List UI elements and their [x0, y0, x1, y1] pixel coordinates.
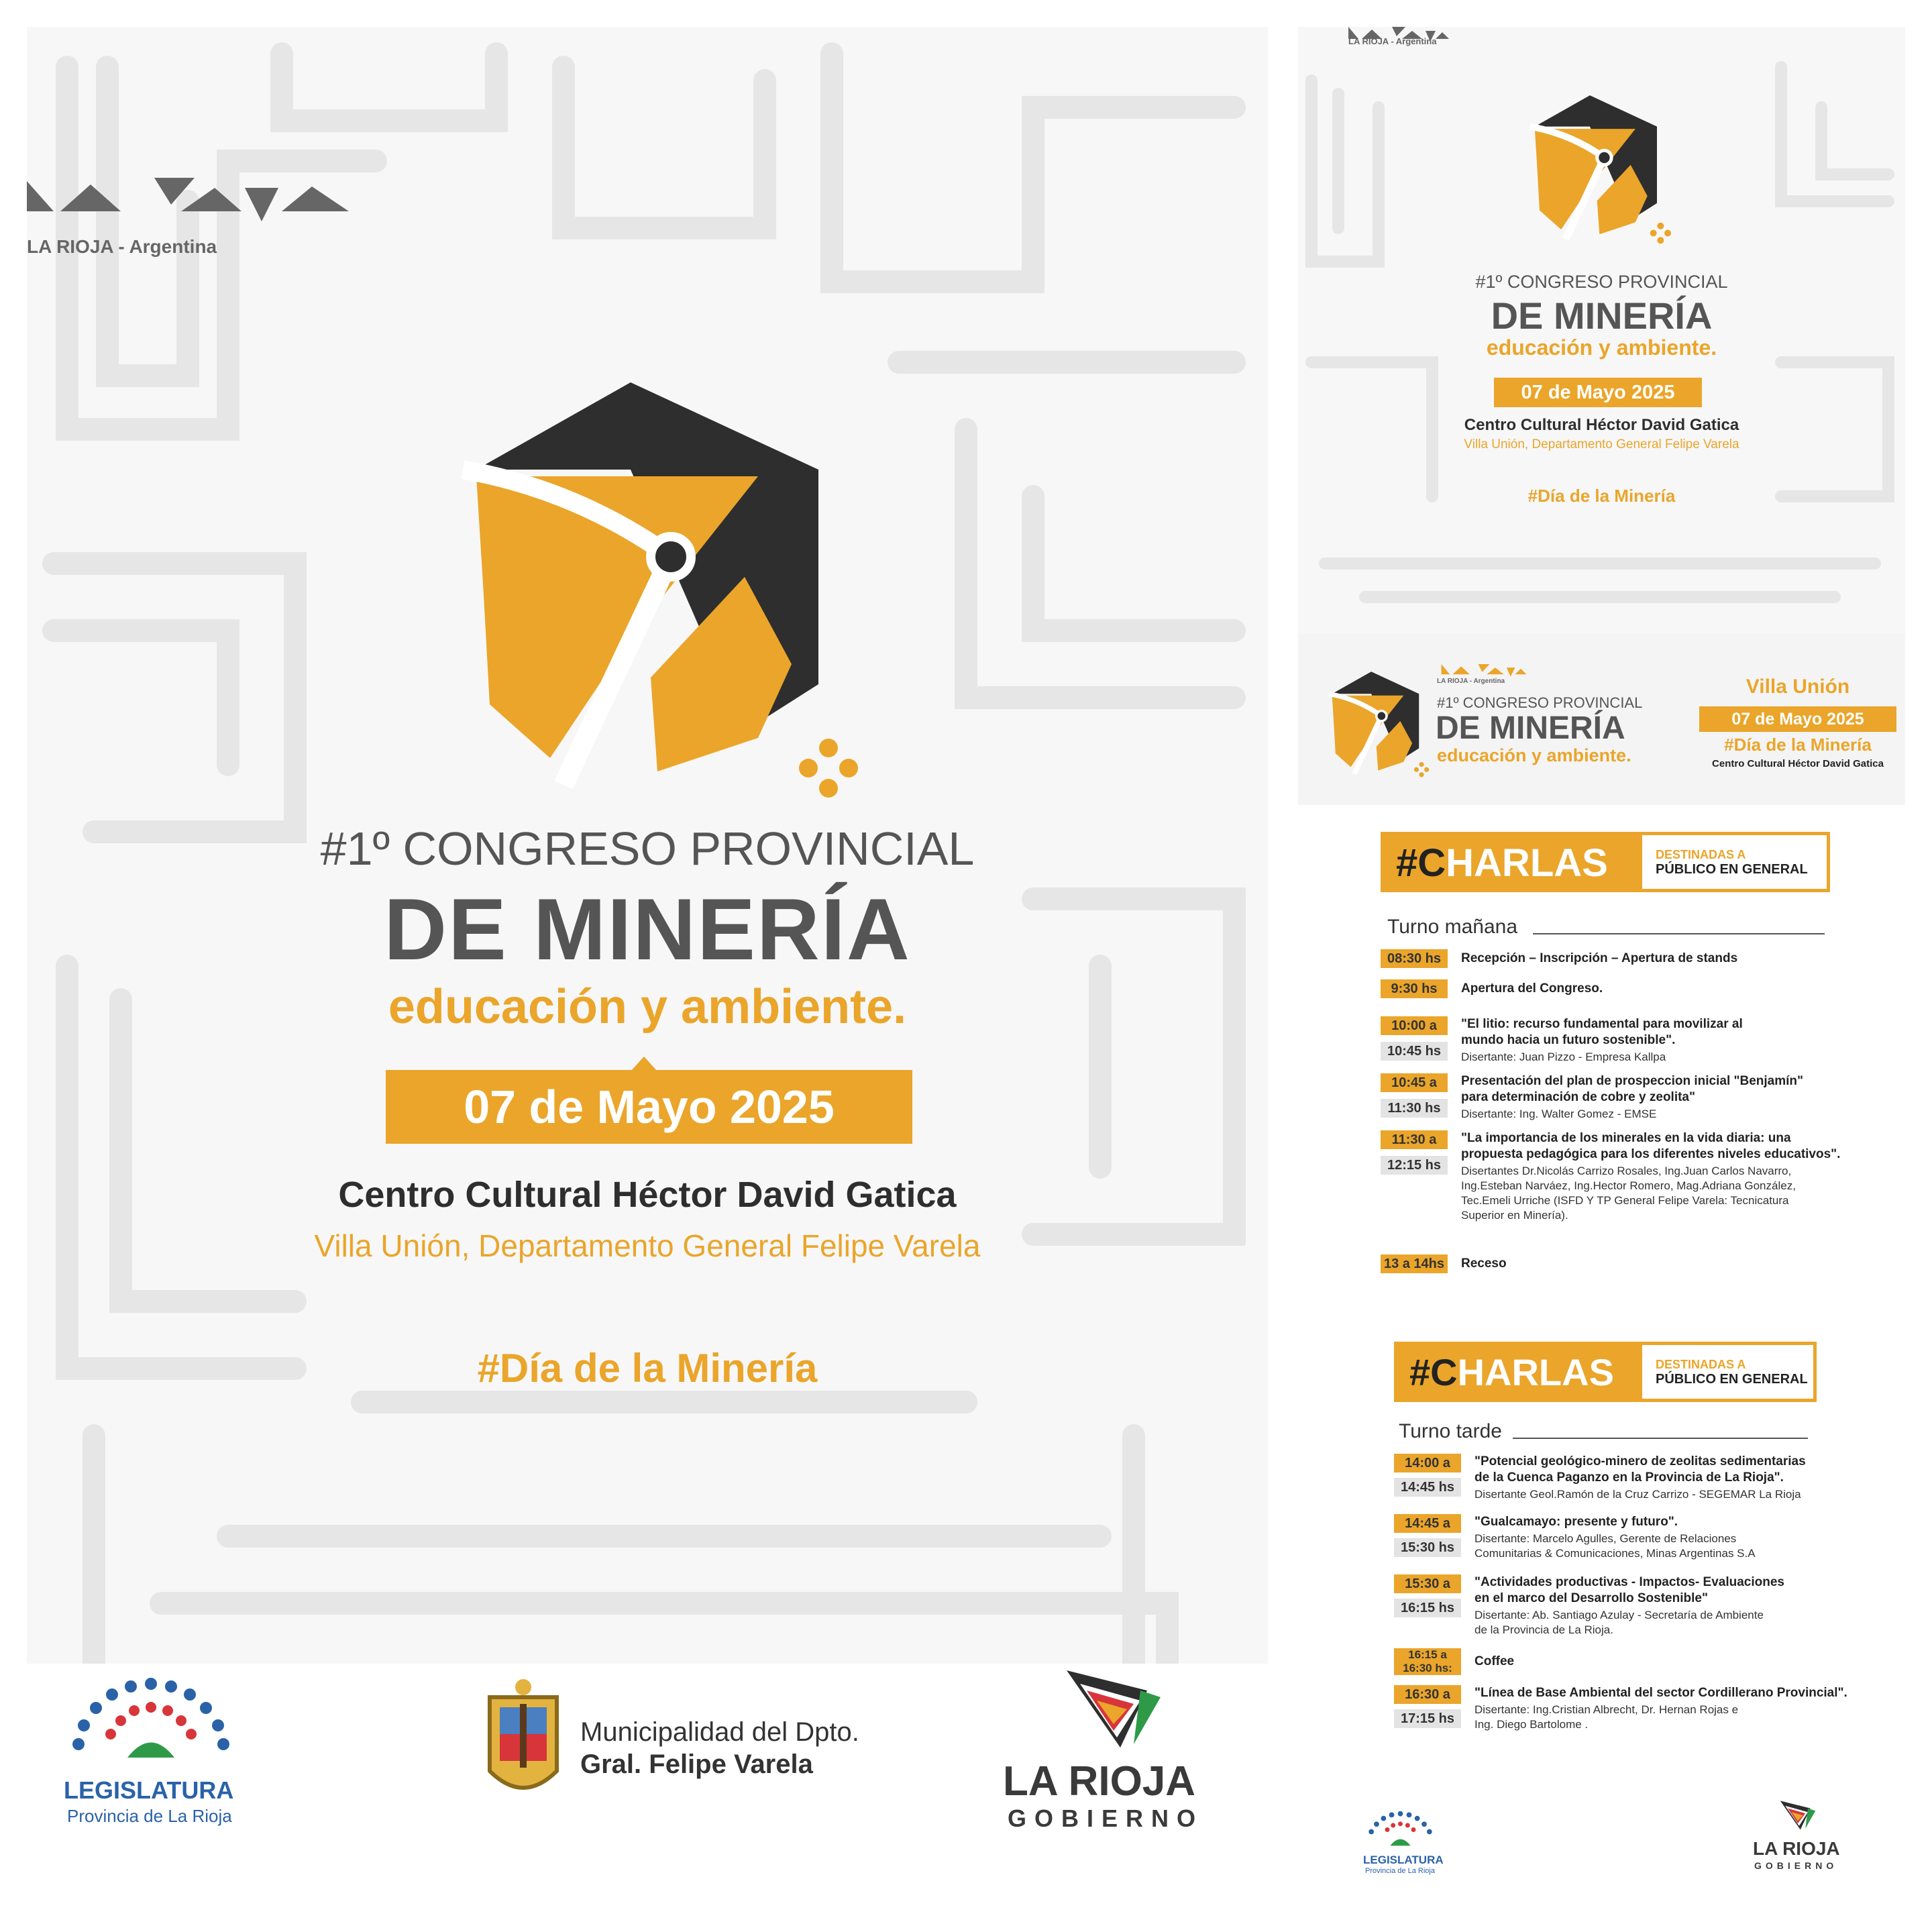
legislatura-name: LEGISLATURA — [64, 1776, 234, 1804]
talk-title: "La importancia de los minerales en la vida diaria: una propuesta pedagógica para los diferentes niveles educativos". — [1461, 1131, 1841, 1161]
talk-title: "Actividades productivas - Impactos- Evaluaciones en el marco del Desarrollo Sostenible" — [1474, 1575, 1784, 1605]
small-venue-location: Villa Unión, Departamento General Felipe Varela — [1464, 437, 1739, 451]
congress-subtitle: educación y ambiente. — [388, 980, 907, 1034]
program-congress-subtitle: educación y ambiente. — [1437, 745, 1631, 765]
mining-hexagon-pickaxe-icon-small — [1523, 94, 1674, 255]
time-start: 10:45 a — [1381, 1073, 1448, 1092]
time-start: 14:45 a — [1394, 1514, 1461, 1533]
talk-title: Recepción – Inscripción – Apertura de stands — [1461, 951, 1738, 965]
morning-rule — [1533, 933, 1825, 934]
small-date-box: 07 de Mayo 2025 — [1494, 378, 1702, 407]
time-start: 13 a 14hs — [1381, 1254, 1448, 1273]
charlas-hash-prefix: #C — [1409, 1351, 1458, 1393]
time-start: 14:00 a — [1394, 1454, 1461, 1472]
time-start: 11:30 a — [1381, 1130, 1448, 1149]
time-start: 08:30 hs — [1381, 949, 1448, 968]
program-panel — [1298, 634, 1905, 1905]
footer-gobierno-subtitle: GOBIERNO — [1754, 1860, 1838, 1871]
footer-legislatura-dome-icon — [1362, 1808, 1439, 1851]
charlas-morning-title: #CHARLAS — [1396, 841, 1608, 885]
venue-name: Centro Cultural Héctor David Gatica — [338, 1175, 957, 1215]
event-date-box: 07 de Mayo 2025 — [386, 1070, 912, 1144]
talk-speaker: Disertante: Juan Pizzo - Empresa Kallpa — [1461, 1051, 1666, 1063]
charlas-afternoon-title: #CHARLAS — [1409, 1351, 1614, 1393]
main-poster — [27, 27, 1268, 1905]
brand-caption: LA RIOJA - Argentina — [27, 236, 217, 257]
morning-label: Turno mañana — [1387, 916, 1518, 938]
small-hashtag: #Día de la Minería — [1527, 486, 1676, 506]
gobierno-name: LA RIOJA — [1003, 1758, 1196, 1805]
small-congress-line-1: #1º CONGRESO PROVINCIAL — [1475, 272, 1728, 292]
sponsors-bar — [27, 1664, 1268, 1905]
time-start: 16:30 a — [1394, 1685, 1461, 1704]
talk-title: "El litio: recurso fundamental para movilizar al mundo hacia un futuro sostenible". — [1461, 1017, 1743, 1047]
charlas-morning-banner — [1381, 832, 1830, 892]
talk-title: "Gualcamayo: presente y futuro". — [1474, 1515, 1678, 1529]
footer-legislatura-subtitle: Provincia de La Rioja — [1365, 1867, 1435, 1875]
municipality-line-1: Municipalidad del Dpto. — [580, 1717, 859, 1747]
date-pointer-icon — [631, 1057, 657, 1071]
time-end: 17:15 hs — [1394, 1709, 1461, 1728]
congress-line-1: #1º CONGRESO PROVINCIAL — [320, 822, 975, 875]
charlas-morning-dest-1: DESTINADAS A — [1656, 848, 1746, 861]
small-poster — [1298, 27, 1905, 634]
footer-gobierno-logo-icon — [1778, 1798, 1818, 1831]
small-congress-title: DE MINERÍA — [1491, 294, 1713, 337]
municipality-coat-of-arms-icon — [476, 1677, 570, 1811]
program-congress-title: DE MINERÍA — [1436, 710, 1625, 746]
afternoon-schedule — [1394, 1454, 1890, 1789]
time-end: 10:45 hs — [1381, 1042, 1448, 1061]
time-end: 15:30 hs — [1394, 1538, 1461, 1557]
charlas-hash-prefix: #C — [1396, 841, 1446, 885]
program-venue: Centro Cultural Héctor David Gatica — [1712, 758, 1884, 769]
afternoon-rule — [1513, 1438, 1808, 1439]
program-date-box: 07 de Mayo 2025 — [1699, 706, 1896, 732]
talk-title: Apertura del Congreso. — [1461, 981, 1603, 996]
talk-speaker: Disertante Geol.Ramón de la Cruz Carrizo - SEGEMAR La Rioja — [1474, 1488, 1801, 1501]
small-venue-name: Centro Cultural Héctor David Gatica — [1464, 416, 1739, 434]
mining-hexagon-pickaxe-icon — [443, 382, 865, 825]
gobierno-subtitle: GOBIERNO — [1008, 1805, 1204, 1832]
time-start: 9:30 hs — [1381, 979, 1448, 998]
program-header — [1298, 634, 1905, 805]
talk-title: Receso — [1461, 1256, 1507, 1271]
talk-title: "Línea de Base Ambiental del sector Cordillerano Provincial". — [1474, 1686, 1847, 1700]
time-start: 10:00 a — [1381, 1016, 1448, 1035]
program-hexagon-logo-icon — [1324, 671, 1431, 785]
charlas-afternoon-dest-2: PÚBLICO EN GENERAL — [1656, 1372, 1808, 1387]
time-end: 11:30 hs — [1381, 1099, 1448, 1118]
la-rioja-gobierno-logo-icon — [1060, 1664, 1167, 1751]
morning-schedule — [1381, 949, 1890, 1325]
program-hashtag: #Día de la Minería — [1724, 735, 1872, 755]
footer-gobierno-name: LA RIOJA — [1753, 1838, 1840, 1859]
program-brand-logo — [1437, 664, 1531, 679]
program-brand-caption: LA RIOJA - Argentina — [1437, 678, 1505, 685]
small-congress-subtitle: educación y ambiente. — [1486, 335, 1717, 360]
hashtag-dia-mineria: #Día de la Minería — [477, 1346, 818, 1391]
time-end: 16:15 hs — [1394, 1599, 1461, 1617]
time-end: 12:15 hs — [1381, 1156, 1448, 1175]
charlas-afternoon-banner — [1394, 1342, 1817, 1402]
talk-speaker: Disertante: Ab. Santiago Azulay - Secretaría de Ambiente de la Provincia de La Rioja. — [1474, 1609, 1764, 1636]
charlas-afternoon-dest-1: DESTINADAS A — [1656, 1358, 1746, 1371]
time-end: 14:45 hs — [1394, 1478, 1461, 1497]
talk-title: "Potencial geológico-minero de zeolitas sedimentarias de la Cuenca Paganzo en la Provincia de La Rioja". — [1474, 1454, 1806, 1485]
legislatura-dome-icon — [64, 1670, 238, 1771]
congress-title: DE MINERÍA — [384, 880, 911, 978]
talk-title: Presentación del plan de prospeccion inicial "Benjamín" para determinación de cobre y zeolita" — [1461, 1074, 1804, 1104]
talk-title: Coffee — [1474, 1654, 1515, 1668]
legislatura-subtitle: Provincia de La Rioja — [67, 1806, 232, 1826]
talk-speaker: Disertante: Marcelo Agulles, Gerente de Relaciones Comunitarias & Comunicaciones, Minas Argentinas S.A — [1474, 1532, 1756, 1560]
afternoon-label: Turno tarde — [1399, 1420, 1502, 1442]
charlas-morning-dest-2: PÚBLICO EN GENERAL — [1656, 862, 1808, 877]
venue-location: Villa Unión, Departamento General Felipe Varela — [314, 1228, 981, 1263]
program-city: Villa Unión — [1746, 676, 1850, 698]
time-start: 15:30 a — [1394, 1574, 1461, 1593]
time-start: 16:15 a 16:30 hs: — [1394, 1648, 1461, 1675]
talk-speaker: Disertante: Ing.Cristian Albrecht, Dr. Hernan Rojas e Ing. Diego Bartolome . — [1474, 1703, 1739, 1731]
talk-speaker: Disertante: Ing. Walter Gomez - EMSE — [1461, 1108, 1657, 1120]
municipality-line-2: Gral. Felipe Varela — [580, 1750, 813, 1779]
footer-legislatura-name: LEGISLATURA — [1363, 1854, 1444, 1866]
program-congress-line-1: #1º CONGRESO PROVINCIAL — [1437, 694, 1643, 711]
brand-caption-small: LA RIOJA - Argentina — [1348, 36, 1437, 46]
talk-speaker: Disertantes Dr.Nicolás Carrizo Rosales, Ing.Juan Carlos Navarro, Ing.Esteban Narváez, Ing.Hector Romero, Mag.Adriana González, Tec.Emeli Urriche (ISFD Y TP General Felipe Varela: Tecnicatura Superior en Minería). — [1461, 1165, 1796, 1222]
